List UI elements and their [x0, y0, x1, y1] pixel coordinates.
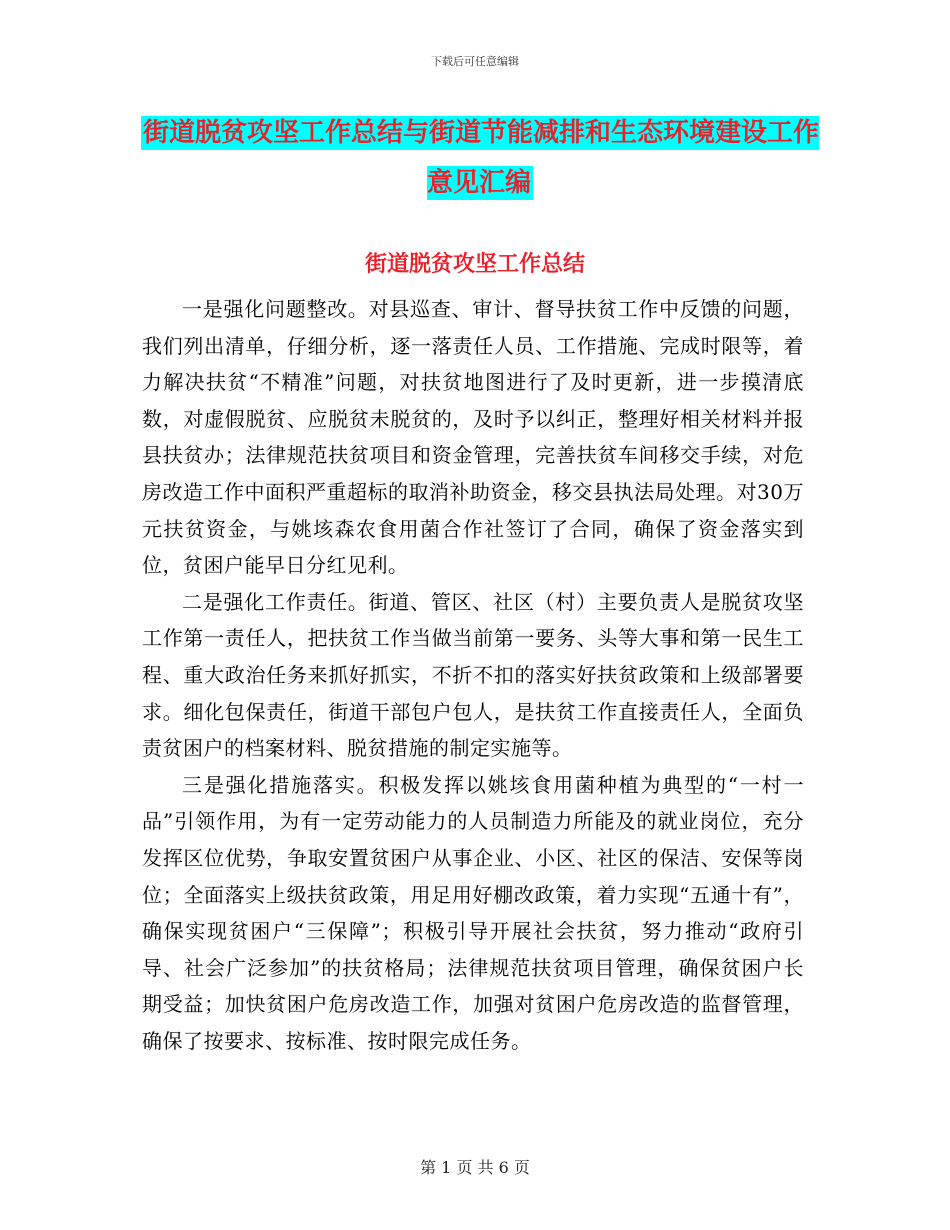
document-title [140, 108, 820, 208]
document-body [142, 291, 804, 1059]
paragraph: 三是强化措施落实。积极发挥以姚垓食用菌种植为典型的“一村一品”引领作用，为有一定劳动能力的人员制造力所能及的就业岗位，充分发挥区位优势，争取安置贫困户从事企业、小区、社区的保洁、安保等岗位；全面落实上级扶贫政策，用足用好棚改政策，着力实现“五通十有”，确保实现贫困户“三保障”；积极引导开展社会扶贫，努力推动“政府引导、社会广泛参加”的扶贫格局；法律规范扶贫项目管理，确保贫困户长期受益；加快贫困户危房改造工作，加强对贫困户危房改造的监督管理，确保了按要求、按标准、按时限完成任务。 [142, 772, 804, 1053]
document-title-text: 街道脱贫攻坚工作总结与街道节能减排和生态环境建设工作意见汇编 [142, 118, 819, 198]
paragraph: 二是强化工作责任。街道、管区、社区（村）主要负责人是脱贫攻坚工作第一责任人，把扶贫工作当做当前第一要务、头等大事和第一民生工程、重大政治任务来抓好抓实，不折不扣的落实好扶贫政策和上级部署要求。细化包保责任，街道干部包户包人，是扶贫工作直接责任人，全面负责贫困户的档案材料、脱贫措施的制定实施等。 [142, 589, 804, 761]
header-note: 下载后可任意编辑 [431, 55, 519, 68]
paragraph: 一是强化问题整改。对县巡查、审计、督导扶贫工作中反馈的问题，我们列出清单，仔细分析，逐一落责任人员、工作措施、完成时限等，着力解决扶贫“不精准”问题，对扶贫地图进行了及时更新，进一步摸清底数，对虚假脱贫、应脱贫未脱贫的，及时予以纠正，整理好相关材料并报县扶贫办；法律规范扶贫项目和资金管理，完善扶贫车间移交手续，对危房改造工作中面积严重超标的取消补助资金，移交县执法局处理。对30万元扶贫资金，与姚垓森农食用菌合作社签订了合同，确保了资金落实到位，贫困户能早日分红见利。 [142, 297, 804, 578]
section-title: 街道脱贫攻坚工作总结 [364, 252, 585, 277]
page-number: 第 1 页 共 6 页 [420, 1158, 530, 1177]
